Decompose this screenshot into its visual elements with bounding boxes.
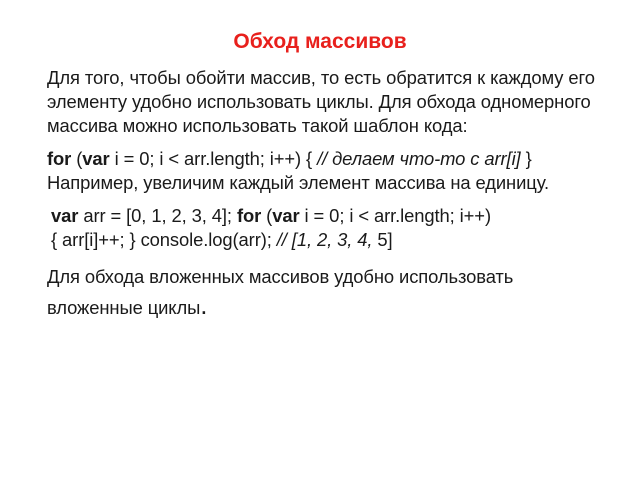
keyword-var: var xyxy=(272,205,300,226)
intro-paragraph: Для того, чтобы обойти массив, то есть обратится к каждому его элементу удобно использовать циклы. Для обхода одномерного массива можно использовать такой шаблон кода: xyxy=(47,67,595,136)
code-text: 5] xyxy=(372,229,393,250)
code-text: i = 0; i < arr.length; i++) { xyxy=(109,148,318,169)
code-text: }Например, увеличим каждый элемент массива на единицу. xyxy=(47,148,549,193)
code-text: arr = [0, 1, 2, 3, 4]; xyxy=(78,205,237,226)
keyword-for: for xyxy=(47,148,72,169)
nested-loops-text: Для обхода вложенных массивов удобно использовать вложенные циклы xyxy=(47,266,514,318)
keyword-var: var xyxy=(51,205,79,226)
code-text: ( xyxy=(261,205,273,226)
nested-loops-paragraph xyxy=(47,261,607,323)
final-period: . xyxy=(200,290,208,320)
code-text: ( xyxy=(71,148,83,169)
keyword-for: for xyxy=(236,205,262,226)
code-comment: // делаем что-то с arr[i] xyxy=(317,148,521,169)
loop-template-paragraph xyxy=(47,147,607,195)
example-paragraph xyxy=(47,204,607,252)
code-comment: // [1, 2, 3, 4, xyxy=(276,229,373,250)
keyword-var: var xyxy=(82,148,110,169)
slide-title: Обход массивов xyxy=(233,30,407,53)
slide-body xyxy=(47,66,607,323)
code-text: { arr[i]++; } console.log(arr); xyxy=(51,229,277,250)
code-text: i = 0; i < arr.length; i++) xyxy=(299,205,491,226)
